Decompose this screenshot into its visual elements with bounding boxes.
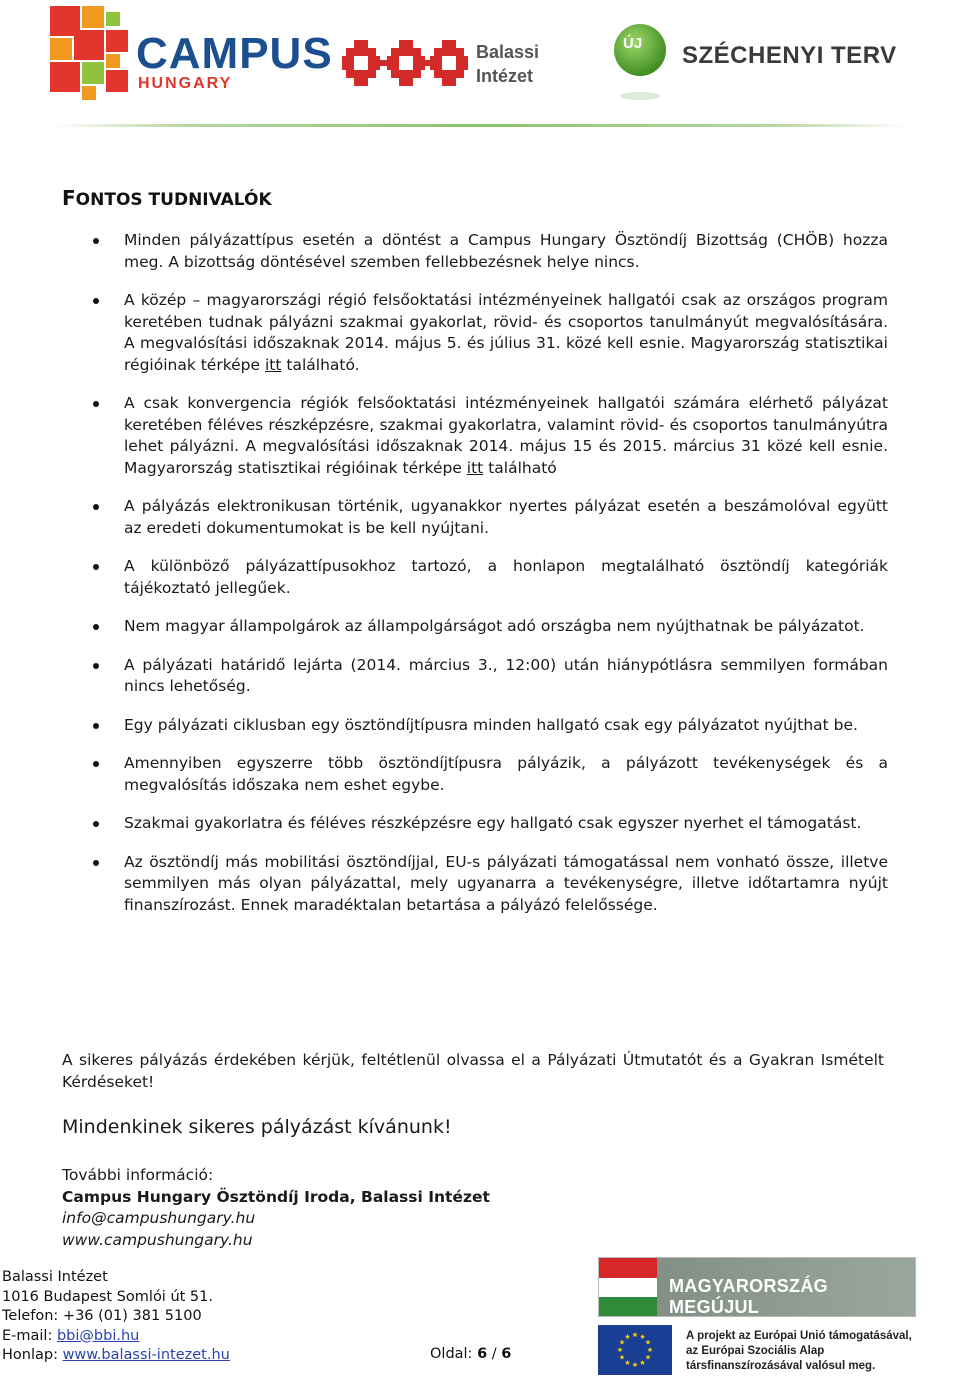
svg-text:★: ★ [618,1338,626,1347]
section-title [62,186,272,210]
contact-website[interactable]: www.campushungary.hu [62,1230,253,1249]
list-item: Minden pályázattípus esetén a döntést a Campus Hungary Ösztöndíj Bizottság (CHÖB) hozza meg. A bizottság döntésével szemben fellebbezésnek helye nincs. [62,230,888,273]
szechenyi-badge-text: ÚJ [623,35,643,52]
page-number: Oldal: 6 / 6 [430,1346,512,1362]
balassi-logo-line2: Intézet [476,66,534,86]
balassi-emblem-icon [342,38,470,88]
list-item: Amennyiben egyszerre több ösztöndíjtípusra pályázik, a pályázott tevékenységek és a megvalósítás időszaka nem eshet egybe. [62,753,888,796]
contact-label: További információ: [62,1166,214,1184]
svg-text:★: ★ [624,1333,631,1341]
list-item: Szakmai gyakorlatra és féléves részképzésre egy hallgató csak egyszer nyerhet el támogatást. [62,813,888,835]
header-divider [52,124,908,127]
list-item: A közép – magyarországi régió felsőoktatási intézményeinek hallgatói csak az országos program keretében tudnak pályázni szakmai gyakorlat, rövid- és csoportos tanulmányút megvalósítására. A megvalósítási időszaknak 2014. május 5. és július 31. közé kell esnie. Magyarország statisztikai régióinak térképe itt található. [62,290,888,376]
section-title-first: F [62,186,76,210]
footer-phone: Telefon: +36 (01) 381 5100 [2,1308,202,1324]
list-item: A csak konvergencia régiók felsőoktatási intézményeinek hallgatói számára elérhető pályázat keretében féléves részképzésre, szakmai gyakorlatra, valamint rövid- és csoportos tanulmányútra lehet pályázni. A megvalósítási időszaknak 2014. május 15 és 2015. március 31 közé kell esnie. Magyarország statisztikai régióinak térképe itt található [62,393,888,479]
footer-street: 1016 Budapest Somlói út 51. [2,1288,213,1305]
greeting: Mindenkinek sikeres pályázást kívánunk! [62,1116,452,1138]
region-map-link[interactable]: itt [264,355,282,374]
region-map-link[interactable]: itt [466,458,484,477]
svg-text:★: ★ [646,1346,654,1354]
campus-hungary-logo [50,6,333,102]
list-item: Egy pályázati ciklusban egy ösztöndíjtípusra minden hallgató csak egy pályázatot nyújthat be. [62,715,888,737]
svg-text:★: ★ [644,1338,652,1347]
contact-email[interactable]: info@campushungary.hu [62,1209,256,1227]
closing-paragraph: A sikeres pályázás érdekében kérjük, feltétlenül olvassa el a Pályázati Útmutatót és a Gyakran Ismételt Kérdéseket! [62,1051,884,1091]
eu-flag-icon [598,1325,672,1375]
svg-text:★: ★ [644,1353,652,1362]
szechenyi-logo-text: SZÉCHENYI TERV [682,42,897,69]
footer-web-label: Honlap: [2,1347,63,1363]
eu-funding-text: A projekt az Európai Unió támogatásával, az Európai Szociális Alap társfinanszírozásával valósul meg. [686,1330,912,1372]
footer-web-link[interactable]: www.balassi-intezet.hu [62,1347,230,1363]
list-item: A különböző pályázattípusokhoz tartozó, a honlapon megtalálható ösztöndíj kategóriák tájékoztató jellegűek. [62,556,888,599]
banner-text: MAGYARORSZÁG MEGÚJUL [669,1276,828,1317]
page-current: 6 [477,1346,488,1362]
footer-email-label: E-mail: [2,1327,57,1344]
balassi-intezet-logo [342,38,552,98]
svg-text:★: ★ [639,1359,646,1367]
list-item: A pályázás elektronikusan történik, ugyanakkor nyertes pályázat esetén a beszámolóval együtt az eredeti dokumentumokat is be kell nyújtani. [62,496,888,539]
eu-funding-notice [598,1325,928,1377]
list-item: Az ösztöndíj más mobilitási ösztöndíjjal, EU-s pályázati támogatással nem vonható össze, illetve semmilyen más olyan pályázattal, mely ugyanarra a tevékenységre, illetve időtartamra nyújt finanszírozást. Ennek maradéktalan betartása a pályázó felelőssége. [62,852,888,917]
svg-text:★: ★ [616,1346,624,1354]
footer-email-link[interactable]: bbi@bbi.hu [56,1327,140,1344]
campus-logo-sub: HUNGARY [138,75,233,92]
magyarorszag-megujul-banner [598,1257,916,1317]
notice-list [62,230,888,933]
svg-text:★: ★ [639,1333,646,1341]
footer-org-name: Balassi Intézet [2,1269,108,1285]
footer-address [2,1268,230,1366]
svg-text:★: ★ [618,1353,626,1362]
section-title-rest: ONTOS TUDNIVALÓK [75,190,272,210]
list-item: Nem magyar állampolgárok az állampolgárságot adó országba nem nyújthatnak be pályázatot. [62,616,888,638]
svg-text:★: ★ [624,1359,631,1367]
campus-logo-word: CAMPUS [136,29,333,78]
page-total: 6 [501,1346,512,1362]
balassi-logo-line1: Balassi [476,42,540,62]
svg-text:★: ★ [631,1331,639,1339]
contact-block [62,1165,490,1251]
svg-text:★: ★ [631,1361,639,1369]
list-item: A pályázati határidő lejárta (2014. március 3., 12:00) után hiánypótlásra semmilyen formában nincs lehetőség. [62,655,888,698]
uj-szechenyi-terv-logo [612,22,912,108]
hungarian-flag-icon [599,1258,657,1278]
contact-org: Campus Hungary Ösztöndíj Iroda, Balassi Intézet [62,1187,490,1206]
